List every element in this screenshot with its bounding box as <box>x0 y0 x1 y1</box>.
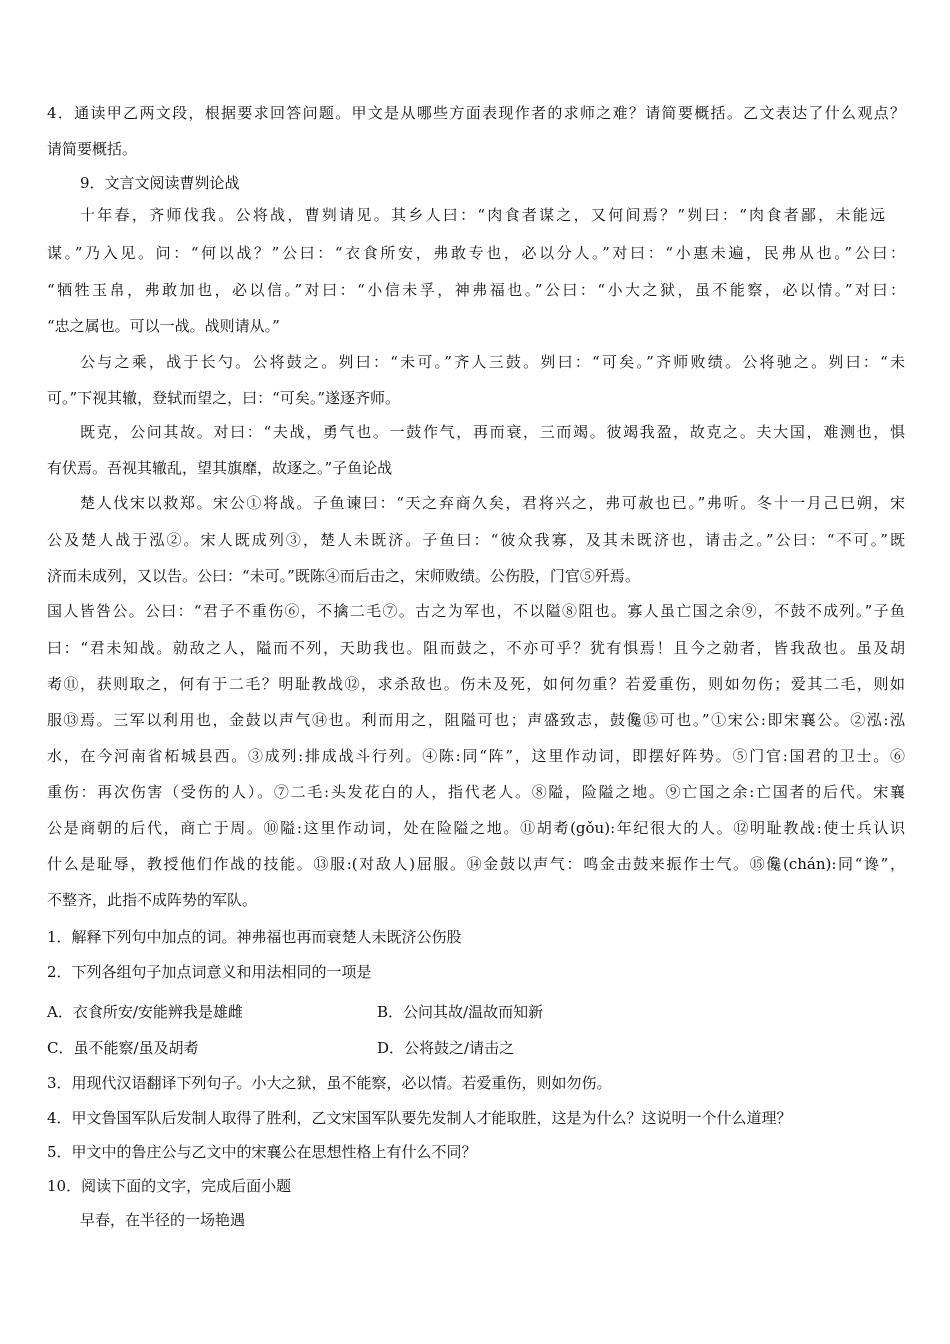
annotation-line: 重伤：再次伤害（受伤的人）。⑦二毛:头发花白的人，指代老人。⑧隘，险隘之地。⑨亡国之余:亡国者的后代。宋襄 <box>47 783 905 801</box>
annotation-line: 公是商朝的后代，商亡于周。⑩隘:这里作动词，处在险隘之地。⑪胡耇(gǒu):年纪很大的人。⑫明耻教战:使士兵认识 <box>47 819 905 837</box>
passage-line: 服⑬焉。三军以利用也，金鼓以声气⑭也。利而用之，阻隘可也；声盛致志，鼓儳⑮可也。”①宋公:即宋襄公。②泓:泓 <box>47 711 905 729</box>
passage-line: 曰：“君未知战。勍敌之人，隘而不列，天助我也。阻而鼓之，不亦可乎？犹有惧焉！且今之勍者，皆我敌也。虽及胡 <box>47 639 905 657</box>
question-4: 4．甲文鲁国军队后发制人取得了胜利，乙文宋国军队要先发制人才能取胜，这是为什么？这说明一个什么道理？ <box>47 1109 792 1127</box>
option-a: A．衣食所安/安能辨我是雄雌 <box>47 1003 243 1021</box>
question-2: 2．下列各组句子加点词意义和用法相同的一项是 <box>47 963 372 981</box>
passage-line: 既克，公问其故。对曰：“夫战，勇气也。一鼓作气，再而衰，三而竭。彼竭我盈，故克之。夫大国，难测也，惧 <box>80 423 905 441</box>
passage-line: 谋。”乃入见。问：“何以战？”公曰：“衣食所安，弗敢专也，必以分人。”对曰：“小惠未遍，民弗从也。”公曰： <box>47 244 905 262</box>
option-d: D．公将鼓之/请击之 <box>377 1039 515 1057</box>
question-4-line: 请简要概括。 <box>47 140 138 158</box>
option-c: C．虽不能察/虽及胡耇 <box>47 1039 199 1057</box>
passage-line: 济而未成列，又以告。公曰：“未可。”既陈④而后击之，宋师败绩。公伤股，门官⑤歼焉。 <box>47 567 640 585</box>
passage-line: 国人皆咎公。公曰：“君子不重伤⑥，不擒二毛⑦。古之为军也，不以隘⑧阻也。寡人虽亡国之余⑨，不鼓不成列。”子鱼 <box>47 602 905 620</box>
passage-line: 十年春，齐师伐我。公将战，曹刿请见。其乡人曰：“肉食者谋之，又何间焉？”刿曰：“肉食者鄙，未能远 <box>80 206 885 224</box>
poem-title: 早春，在半径的一场艳遇 <box>80 1211 246 1229</box>
passage-line: “忠之属也。可以一战。战则请从。” <box>47 317 280 335</box>
annotation-line: 水，在今河南省柘城县西。③成列:排成战斗行列。④陈:同“阵”，这里作动词，即摆好阵势。⑤门官:国君的卫士。⑥ <box>47 747 905 765</box>
passage-line: 公与之乘，战于长勺。公将鼓之。刿曰：“未可。”齐人三鼓。刿曰：“可矣。”齐师败绩。公将驰之。刿曰：“未 <box>80 353 905 371</box>
question-5: 5．甲文中的鲁庄公与乙文中的宋襄公在思想性格上有什么不同？ <box>47 1143 477 1161</box>
passage-line: 可。”下视其辙，登轼而望之，曰：“可矣。”遂逐齐师。 <box>47 389 401 407</box>
passage-line: 楚人伐宋以救郑。宋公①将战。子鱼谏曰：“天之弃商久矣，君将兴之，弗可赦也已。”弗听。冬十一月己巳朔，宋 <box>80 494 905 512</box>
annotation-line: 什么是耻辱，教授他们作战的技能。⑬服:(对敌人)屈服。⑭金鼓以声气：鸣金击鼓来振作士气。⑮儳(chán):同“谗”， <box>47 855 905 873</box>
section-10-heading: 10．阅读下面的文字，完成后面小题 <box>47 1177 292 1195</box>
option-b: B．公问其故/温故而知新 <box>377 1003 544 1021</box>
section-9-heading: 9．文言文阅读曹刿论战 <box>80 174 240 192</box>
passage-line: 耇⑪，获则取之，何有于二毛？明耻教战⑫，求杀敌也。伤未及死，如何勿重？若爱重伤，则如勿伤；爱其二毛，则如 <box>47 675 905 693</box>
annotation-line: 不整齐，此指不成阵势的军队。 <box>47 891 258 909</box>
passage-line: 公及楚人战于泓②。宋人既成列③，楚人未既济。子鱼曰：“彼众我寡，及其未既济也，请击之。”公曰：“不可。”既 <box>47 531 905 549</box>
question-1: 1．解释下列句中加点的词。神弗福也再而衰楚人未既济公伤股 <box>47 928 462 946</box>
passage-line: 有伏焉。吾视其辙乱，望其旗靡，故逐之。”子鱼论战 <box>47 459 393 477</box>
question-4-line: 4．通读甲乙两文段，根据要求回答问题。甲文是从哪些方面表现作者的求师之难？请简要概括。乙文表达了什么观点？ <box>47 104 905 122</box>
question-3: 3．用现代汉语翻译下列句子。小大之狱，虽不能察，必以情。若爱重伤，则如勿伤。 <box>47 1074 612 1092</box>
passage-line: “牺牲玉帛，弗敢加也，必以信。”对曰：“小信未孚，神弗福也。”公曰：“小大之狱，虽不能察，必以情。”对曰： <box>47 281 905 299</box>
